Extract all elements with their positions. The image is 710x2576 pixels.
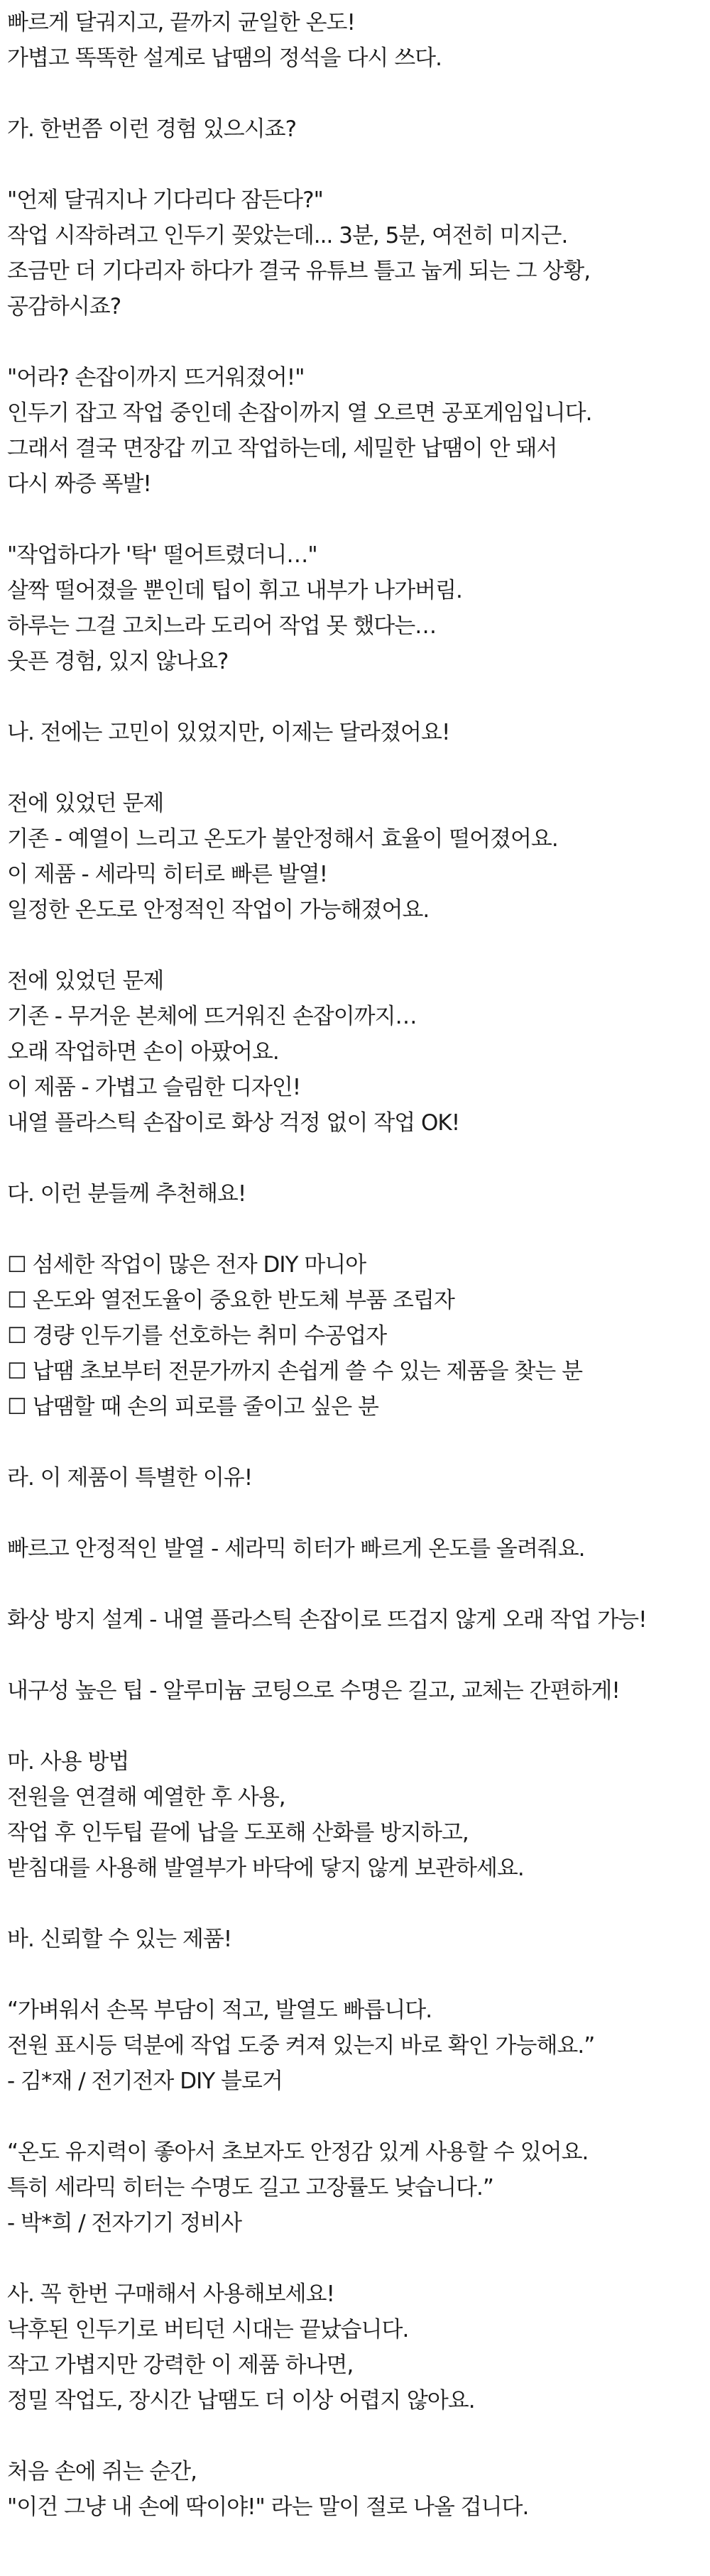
paragraph-line: 웃픈 경험, 있지 않나요? (7, 649, 229, 674)
closing-line: "이건 그냥 내 손에 딱이야!" 라는 말이 절로 나올 겁니다. (7, 2494, 529, 2520)
paragraph-line: 조금만 더 기다리자 하다가 결국 유튜브 틀고 눕게 되는 그 상황, (7, 258, 591, 284)
quote-heading: "언제 달궈지나 기다리다 잠든다?" (7, 187, 323, 213)
feature-line: 내구성 높은 팁 - 알루미늄 코팅으로 수명은 길고, 교체는 간편하게! (7, 1678, 620, 1704)
subheading: 전에 있었던 문제 (7, 968, 164, 994)
headline-line-2: 가볍고 똑똑한 설계로 납땜의 정석을 다시 쓰다. (7, 45, 442, 71)
paragraph-line: 내열 플라스틱 손잡이로 화상 걱정 없이 작업 OK! (7, 1110, 460, 1136)
testimonial-line: 특히 세라믹 히터는 수명도 길고 고장률도 낮습니다.” (7, 2175, 493, 2200)
section-heading-ga: 가. 한번쯤 이런 경험 있으시죠? (7, 116, 297, 142)
section-heading-ra: 라. 이 제품이 특별한 이유! (7, 1465, 253, 1491)
headline-line-1: 빠르게 달궈지고, 끝까지 균일한 온도! (7, 10, 355, 35)
subheading: 전에 있었던 문제 (7, 791, 164, 816)
paragraph-line: 하루는 그걸 고치느라 도리어 작업 못 했다는… (7, 613, 437, 639)
feature-line: 빠르고 안정적인 발열 - 세라믹 히터가 빠르게 온도를 올려줘요. (7, 1536, 585, 1562)
section-heading-da: 다. 이런 분들께 추천해요! (7, 1181, 246, 1207)
section-heading-ba: 바. 신뢰할 수 있는 제품! (7, 1926, 232, 1952)
paragraph-line: 기존 - 무거운 본체에 뜨거워진 손잡이까지… (7, 1004, 417, 1029)
feature-line: 화상 방지 설계 - 내열 플라스틱 손잡이로 뜨겁지 않게 오래 작업 가능! (7, 1607, 647, 1633)
testimonial-line: “가벼워서 손목 부담이 적고, 발열도 빠릅니다. (7, 1997, 432, 2023)
paragraph-line: 전원을 연결해 예열한 후 사용, (7, 1785, 285, 1810)
section-heading-ma: 마. 사용 방법 (7, 1749, 129, 1775)
paragraph-line: 이 제품 - 가볍고 슬림한 디자인! (7, 1075, 301, 1100)
section-heading-sa: 사. 꼭 한번 구매해서 사용해보세요! (7, 2281, 334, 2307)
paragraph-line: 인두기 잡고 작업 중인데 손잡이까지 열 오르면 공포게임입니다. (7, 400, 592, 426)
checklist-item: ☐ 납땜할 때 손의 피로를 줄이고 싶은 분 (7, 1394, 378, 1420)
testimonial-author: - 박*희 / 전자기기 정비사 (7, 2210, 242, 2236)
paragraph-line: 작업 후 인두팁 끝에 납을 도포해 산화를 방지하고, (7, 1820, 469, 1846)
paragraph-line: 이 제품 - 세라믹 히터로 빠른 발열! (7, 862, 328, 887)
paragraph-line: 살짝 떨어졌을 뿐인데 팁이 휘고 내부가 나가버림. (7, 578, 462, 603)
paragraph-line: 일정한 온도로 안정적인 작업이 가능해졌어요. (7, 897, 430, 923)
checklist-item: ☐ 온도와 열전도율이 중요한 반도체 부품 조립자 (7, 1288, 454, 1313)
paragraph-line: 기존 - 예열이 느리고 온도가 불안정해서 효율이 떨어졌어요. (7, 826, 558, 852)
quote-heading: "어라? 손잡이까지 뜨거워졌어!" (7, 365, 305, 390)
paragraph-line: 그래서 결국 면장갑 끼고 작업하는데, 세밀한 납땜이 안 돼서 (7, 436, 557, 461)
quote-heading: "작업하다가 '탁' 떨어트렸더니…" (7, 542, 317, 568)
paragraph-line: 정밀 작업도, 장시간 납땜도 더 이상 어렵지 않아요. (7, 2388, 475, 2413)
paragraph-line: 다시 짜증 폭발! (7, 471, 151, 497)
paragraph-line: 받침대를 사용해 발열부가 바닥에 닿지 않게 보관하세요. (7, 1856, 524, 1881)
testimonial-line: 전원 표시등 덕분에 작업 도중 켜져 있는지 바로 확인 가능해요.” (7, 2033, 595, 2059)
checklist-item: ☐ 납땜 초보부터 전문가까지 손쉽게 쓸 수 있는 제품을 찾는 분 (7, 1359, 583, 1384)
closing-line: 처음 손에 쥐는 순간, (7, 2459, 197, 2484)
testimonial-author: - 김*재 / 전기전자 DIY 블로거 (7, 2068, 283, 2094)
paragraph-line: 낙후된 인두기로 버티던 시대는 끝났습니다. (7, 2317, 409, 2342)
paragraph-line: 오래 작업하면 손이 아팠어요. (7, 1039, 279, 1065)
paragraph-line: 공감하시죠? (7, 294, 121, 319)
paragraph-line: 작업 시작하려고 인두기 꽂았는데... 3분, 5분, 여전히 미지근. (7, 223, 568, 248)
checklist-item: ☐ 섬세한 작업이 많은 전자 DIY 마니아 (7, 1252, 366, 1278)
section-heading-na: 나. 전에는 고민이 있었지만, 이제는 달라졌어요! (7, 720, 450, 745)
testimonial-line: “온도 유지력이 좋아서 초보자도 안정감 있게 사용할 수 있어요. (7, 2139, 589, 2165)
paragraph-line: 작고 가볍지만 강력한 이 제품 하나면, (7, 2352, 354, 2378)
checklist-item: ☐ 경량 인두기를 선호하는 취미 수공업자 (7, 1323, 387, 1349)
